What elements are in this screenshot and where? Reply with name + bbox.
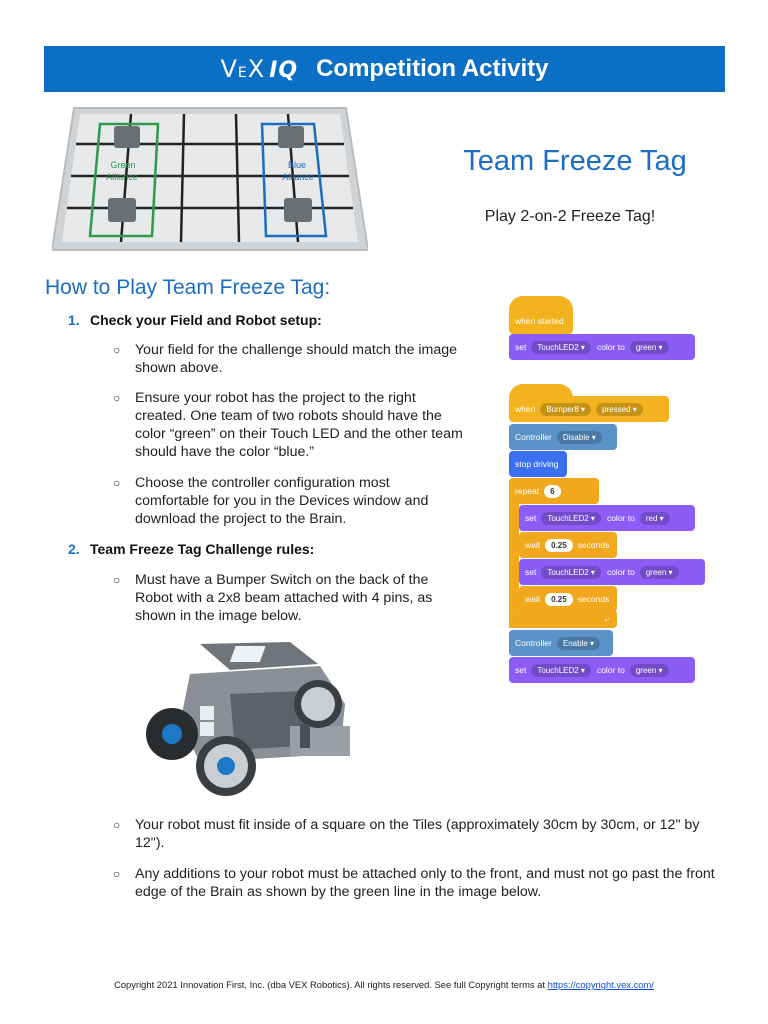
set-touchled-green-block-3: set TouchLED2 ▾ color to green ▾ (509, 657, 695, 683)
header-banner (44, 46, 725, 92)
bullet-bumper-switch: ○ Must have a Bumper Switch on the back of the Robot with a 2x8 beam attached with 4 pins, as shown in the image below. (113, 572, 433, 624)
footer-copyright: Copyright 2021 Innovation First, Inc. (dba VEX Robotics). All rights reserved. See full Copyright terms at https://copyright.vex.com/ (114, 979, 654, 990)
blue-alliance-label: Blue (287, 160, 307, 170)
when-bumper-pressed-block: when Bumper8 ▾ pressed ▾ (509, 396, 669, 422)
set-touchled-red-block: set TouchLED2 ▾ color to red ▾ (519, 505, 695, 531)
set-touchled-green-block-2: set TouchLED2 ▾ color to green ▾ (519, 559, 705, 585)
wait-block-1: wait 0.25 seconds (519, 532, 617, 558)
bullet-controller-config: ○ Choose the controller configuration most comfortable for you in the Devices window and download the project to the Brain. (113, 475, 429, 527)
section-title: How to Play Team Freeze Tag: (45, 276, 331, 299)
controller-disable-block: Controller Disable ▾ (509, 424, 617, 450)
header-title: Competition Activity (316, 55, 549, 82)
step-2: 2. Team Freeze Tag Challenge rules: (68, 541, 315, 557)
wait-block-2: wait 0.25 seconds (519, 586, 617, 612)
repeat-end (509, 610, 617, 628)
step-1: 1. Check your Field and Robot setup: (68, 312, 322, 328)
doc-title: Team Freeze Tag (463, 145, 687, 177)
green-alliance-label-2: Alliance (106, 172, 138, 182)
bullet-size-limit: ○ Your robot must fit inside of a square on the Tiles (approximately 30cm by 30cm, or 12" by 12"). (113, 817, 700, 851)
doc-subtitle: Play 2-on-2 Freeze Tag! (484, 208, 656, 225)
controller-enable-block: Controller Enable ▾ (509, 630, 613, 656)
copyright-link[interactable]: https://copyright.vex.com/ (547, 979, 654, 990)
when-started-block: when started (509, 308, 573, 334)
bullet-robot-project: ○ Ensure your robot has the project to the right created. One team of two robots should have the color “green” on their Touch LED and the other team should have the color “blue.” (113, 390, 463, 460)
bullet-additions-front: ○ Any additions to your robot must be attached only to the front, and must not go past the front edge of the Brain as shown by the green line in the image below. (113, 866, 715, 900)
bullet-field-match: ○ Your field for the challenge should match the image shown above. (113, 342, 458, 376)
set-touchled-green-block: set TouchLED2 ▾ color to green ▾ (509, 334, 695, 360)
field-image (52, 104, 368, 254)
blue-alliance-label-2: Alliance (282, 172, 314, 182)
loop-arrow-icon: ⤶ (604, 613, 609, 624)
repeat-block: repeat 6 (509, 478, 599, 504)
stop-driving-block: stop driving (509, 451, 567, 477)
vex-iq-logo: V E X IQ (220, 55, 299, 83)
green-alliance-label: Green (110, 160, 136, 170)
block-code-image (507, 296, 707, 691)
robot-image (140, 634, 370, 800)
